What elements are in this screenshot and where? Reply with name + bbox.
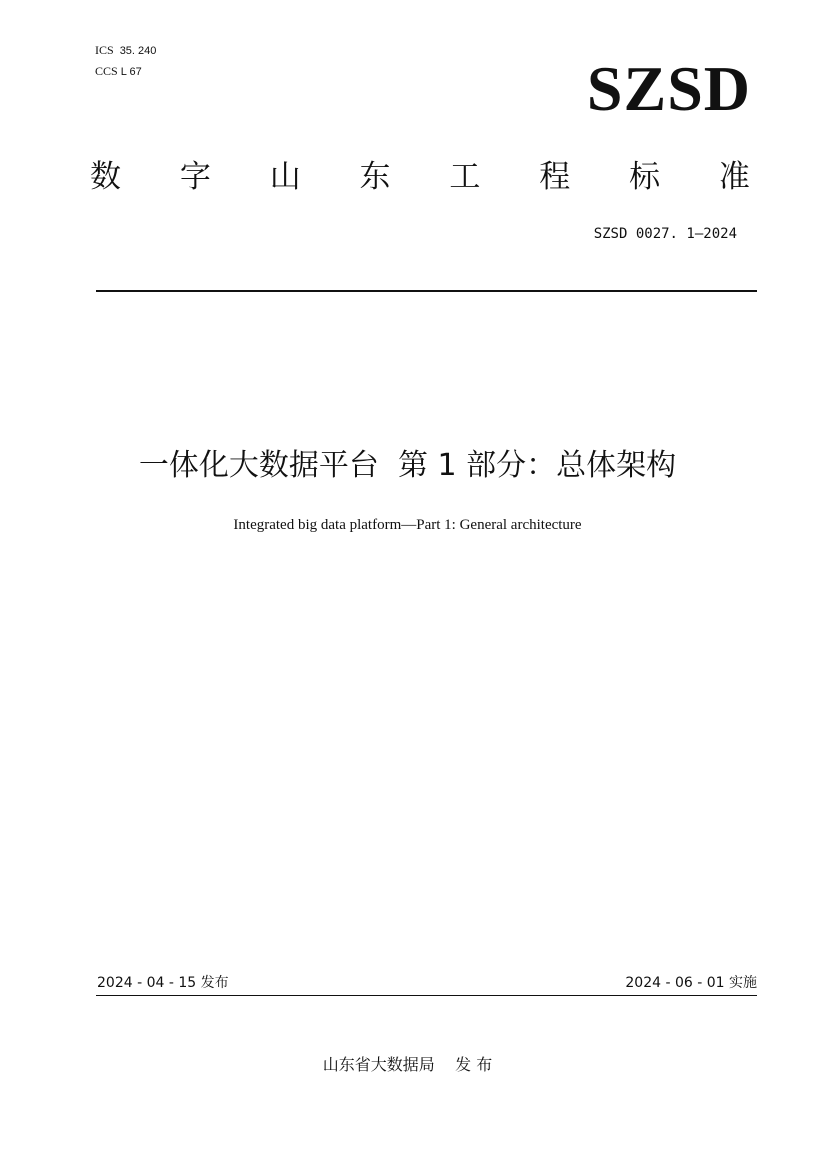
szsd-logo: SZSD (586, 53, 751, 124)
standard-type-char: 字 (179, 159, 211, 195)
document-title-english: Integrated big data platform—Part 1: General architecture (233, 517, 582, 533)
standard-type-char: 东 (359, 159, 391, 195)
ccs-label: CCS (95, 64, 118, 78)
bottom-divider (96, 995, 757, 996)
standard-type-char: 标 (629, 159, 661, 195)
standard-type-heading (90, 157, 750, 197)
standard-type-char: 数 (90, 159, 121, 195)
ics-label: ICS (95, 43, 114, 57)
standard-type-char: 程 (539, 159, 571, 195)
standard-type-char: 山 (269, 159, 301, 195)
ccs-row (95, 61, 156, 82)
document-title-chinese: 一体化大数据平台 第 1 部分：总体架构 (138, 448, 677, 483)
standard-type-char: 工 (449, 159, 481, 195)
ics-row (95, 40, 156, 61)
top-divider (96, 290, 757, 292)
standard-number: SZSD 0027. 1—2024 (593, 226, 737, 242)
implementation-date: 2024 - 06 - 01 实施 (625, 975, 757, 991)
classification-codes (95, 40, 156, 82)
standard-type-char: 准 (718, 159, 750, 195)
publisher: 山东省大数据局 发 布 (322, 1055, 493, 1074)
ccs-value: L 67 (120, 66, 142, 78)
ics-value: 35. 240 (119, 45, 157, 57)
issue-date: 2024 - 04 - 15 发布 (97, 975, 229, 991)
